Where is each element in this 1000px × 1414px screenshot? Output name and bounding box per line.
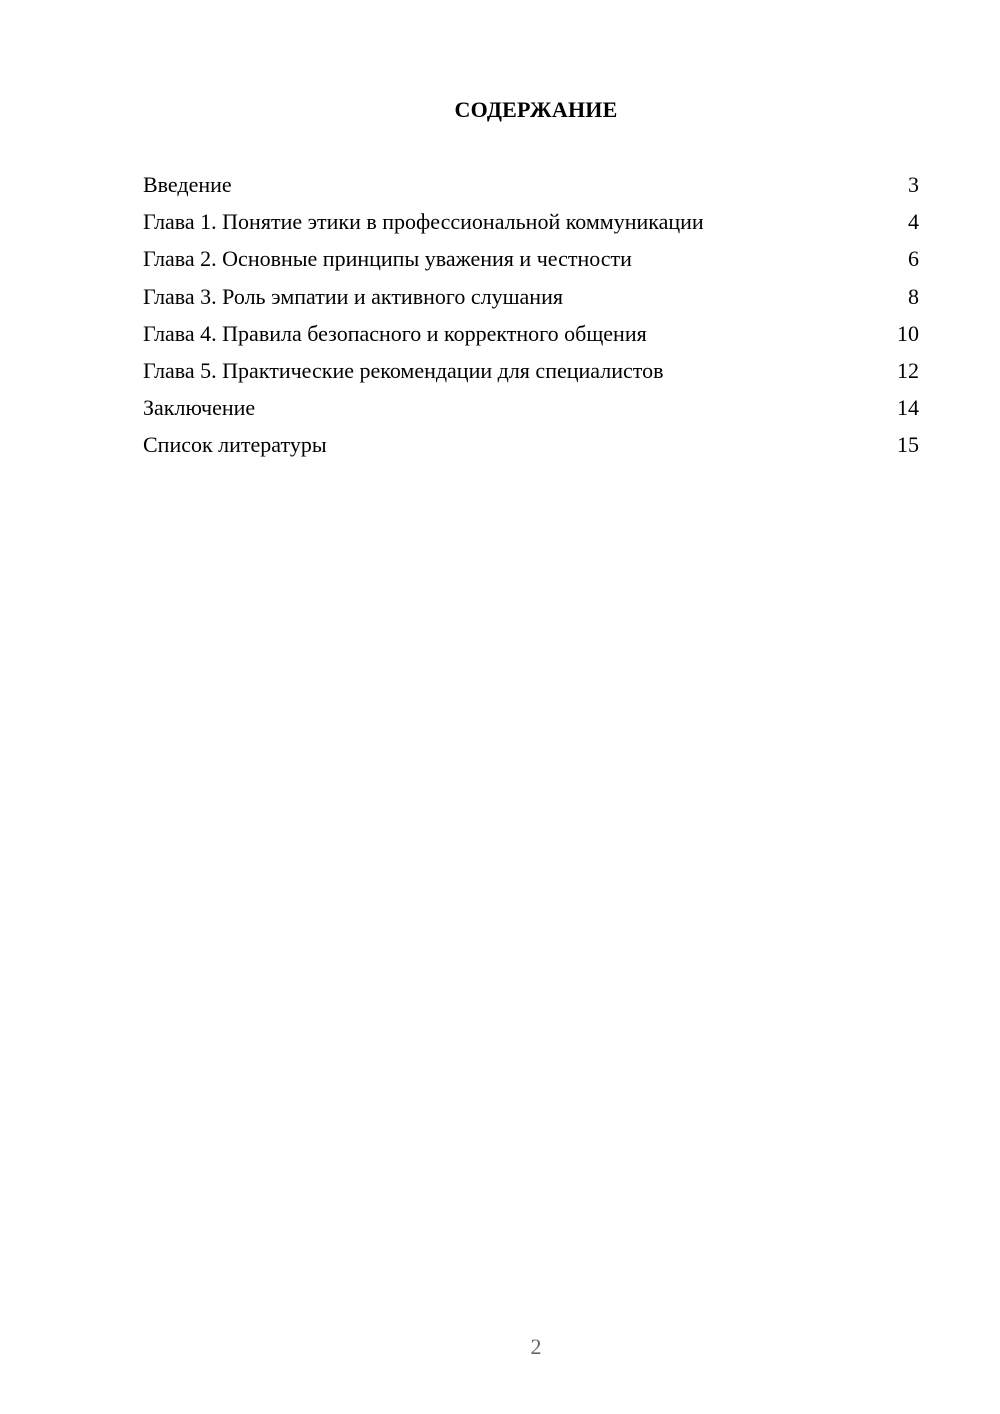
toc-entry-page: 4 (908, 209, 919, 235)
toc-entry-label: Введение (143, 172, 232, 197)
toc-entry-label: Заключение (143, 395, 256, 421)
table-of-contents (143, 168, 919, 466)
toc-entry-label: Глава 3. Роль эмпатии и активного слушания (143, 283, 563, 309)
toc-entry-page: 14 (897, 395, 919, 421)
toc-entry-page: 12 (897, 357, 919, 383)
toc-entry-chapter-5[interactable] (143, 354, 919, 391)
toc-entry-introduction[interactable] (143, 168, 919, 205)
toc-entry-page: 3 (908, 172, 919, 197)
toc-entry-page: 8 (908, 283, 919, 309)
page-number: 2 (530, 1334, 542, 1359)
toc-entry-label: Список литературы (143, 432, 327, 458)
toc-entry-page: 6 (908, 246, 919, 272)
toc-entry-page: 15 (897, 432, 919, 458)
toc-entry-label: Глава 2. Основные принципы уважения и честности (143, 246, 632, 272)
toc-entry-chapter-3[interactable] (143, 280, 919, 317)
toc-entry-chapter-4[interactable] (143, 317, 919, 354)
page-title: СОДЕРЖАНИЕ (454, 97, 618, 122)
toc-entry-label: Глава 5. Практические рекомендации для специалистов (143, 357, 664, 383)
toc-entry-chapter-2[interactable] (143, 242, 919, 279)
toc-entry-bibliography[interactable] (143, 428, 919, 465)
toc-entry-conclusion[interactable] (143, 391, 919, 428)
toc-entry-label: Глава 4. Правила безопасного и корректного общения (143, 320, 647, 346)
toc-entry-label: Глава 1. Понятие этики в профессиональной коммуникации (143, 209, 704, 235)
toc-entry-page: 10 (897, 320, 919, 346)
toc-entry-chapter-1[interactable] (143, 205, 919, 242)
